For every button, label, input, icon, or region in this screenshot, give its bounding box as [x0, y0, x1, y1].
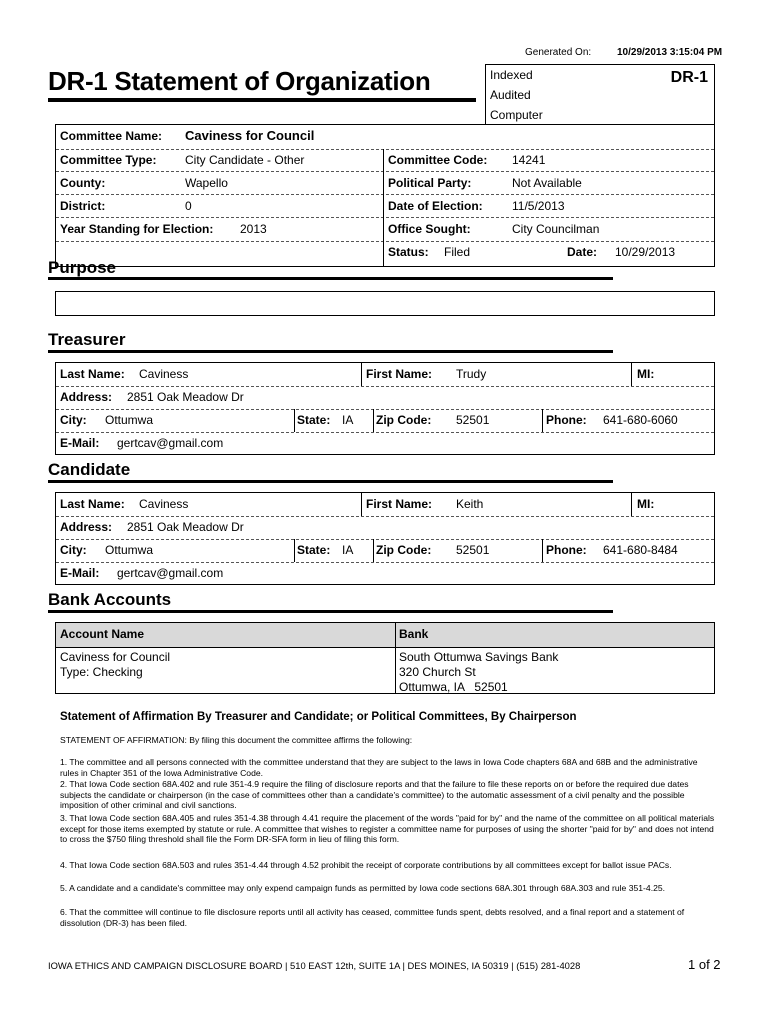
committee-name: Caviness for Council: [185, 128, 315, 143]
treasurer-email: gertcav@gmail.com: [117, 436, 224, 450]
candidate-state: IA: [342, 543, 354, 557]
candidate-city-label: City:: [60, 543, 87, 557]
bank-rule: [48, 610, 613, 613]
affirmation-item-3: 3. That Iowa Code section 68A.405 and rules 351-4.38 through 4.41 require the placement of the words "paid for by" and the name of the committee on all political materials except for those items exempted by statute or rule. A committee that wishes to register a committee name for purposes of using the shorter "paid for by" and does not intend to cross the $750 filing threshold shall file the Form DR-SFA form in lieu of filing this form.: [60, 813, 715, 844]
candidate-phone: 641-680-8484: [603, 543, 678, 557]
candidate-phone-label: Phone:: [546, 543, 587, 557]
election-date-label: Date of Election:: [388, 199, 483, 213]
treasurer-last-name-label: Last Name:: [60, 367, 125, 381]
date-label: Date:: [567, 245, 598, 259]
candidate-state-label: State:: [297, 543, 331, 557]
office-sought-label: Office Sought:: [388, 222, 471, 236]
bank-account-name: Caviness for Council: [60, 650, 171, 664]
generated-label: Generated On:: [525, 47, 592, 58]
candidate-heading: Candidate: [48, 460, 131, 479]
year-standing: 2013: [240, 222, 267, 236]
county: Wapello: [185, 176, 228, 190]
candidate-mi-label: MI:: [637, 497, 655, 511]
candidate-zip: 52501: [456, 543, 490, 557]
candidate-last-name: Caviness: [139, 497, 189, 511]
year-standing-label: Year Standing for Election:: [60, 222, 214, 236]
county-label: County:: [60, 176, 106, 190]
treasurer-city: Ottumwa: [105, 413, 154, 427]
treasurer-address-label: Address:: [60, 390, 113, 404]
candidate-first-name-label: First Name:: [366, 497, 433, 511]
purpose-heading: Purpose: [48, 258, 117, 277]
check-audited: Audited: [490, 88, 531, 102]
generated-value: 10/29/2013 3:15:04 PM: [617, 47, 723, 58]
bank-city: Ottumwa, IA 52501: [399, 680, 508, 694]
committee-code: 14241: [512, 153, 546, 167]
candidate-zip-label: Zip Code:: [376, 543, 432, 557]
treasurer-state: IA: [342, 413, 354, 427]
title-underline: [48, 98, 476, 102]
treasurer-city-label: City:: [60, 413, 87, 427]
treasurer-first-name-label: First Name:: [366, 367, 433, 381]
check-indexed: Indexed: [490, 68, 533, 82]
affirmation-item-2: 2. That Iowa Code section 68A.402 and rule 351-4.9 require the filing of disclosure reports and that the failure to file these reports on or before the required due dates subjects the candidate or chairperson (in the case of committees other than a candidate's committee) to the automatic assessment of a civil penalty and the possible imposition of other criminal and civil sanctions.: [60, 779, 689, 810]
election-date: 11/5/2013: [512, 199, 565, 213]
district: 0: [185, 199, 192, 213]
treasurer-rule: [48, 350, 613, 353]
purpose-rule: [48, 277, 613, 280]
bank-col-account: Account Name: [60, 627, 145, 641]
committee-name-label: Committee Name:: [60, 129, 163, 143]
affirmation-heading: Statement of Affirmation By Treasurer and Candidate; or Political Committees, By Chairperson: [60, 711, 577, 723]
affirmation-item-5: 5. A candidate and a candidate's committee may only expend campaign funds as permitted by Iowa code sections 68A.301 through 68A.303 and rule 351-4.25.: [60, 883, 666, 893]
candidate-email: gertcav@gmail.com: [117, 566, 224, 580]
page-title: DR-1 Statement of Organization: [48, 66, 431, 96]
treasurer-phone: 641-680-6060: [603, 413, 678, 427]
treasurer-zip-label: Zip Code:: [376, 413, 432, 427]
district-label: District:: [60, 199, 106, 213]
office-sought: City Councilman: [512, 222, 600, 236]
candidate-address: 2851 Oak Meadow Dr: [127, 520, 244, 534]
treasurer-last-name: Caviness: [139, 367, 189, 381]
bank-name: South Ottumwa Savings Bank: [399, 650, 559, 664]
candidate-address-label: Address:: [60, 520, 113, 534]
date-value: 10/29/2013: [615, 245, 676, 259]
affirmation-item-1: 1. The committee and all persons connected with the committee understand that they are subject to the laws in Iowa Code chapters 68A and 68B and the administrative rules in Chapter 351 of the Iowa Administrative Code.: [60, 757, 698, 778]
treasurer-email-label: E-Mail:: [60, 436, 100, 450]
bank-account-type: Type: Checking: [60, 665, 143, 679]
committee-type: City Candidate - Other: [185, 153, 305, 167]
treasurer-first-name: Trudy: [456, 367, 487, 381]
committee-code-label: Committee Code:: [388, 153, 488, 167]
candidate-city: Ottumwa: [105, 543, 154, 557]
status-value: Filed: [444, 245, 471, 259]
candidate-last-name-label: Last Name:: [60, 497, 125, 511]
treasurer-zip: 52501: [456, 413, 490, 427]
check-computer: Computer: [490, 108, 543, 122]
treasurer-state-label: State:: [297, 413, 331, 427]
treasurer-heading: Treasurer: [48, 330, 126, 349]
bank-col-bank: Bank: [399, 627, 429, 641]
footer-address: IOWA ETHICS AND CAMPAIGN DISCLOSURE BOARD | 510 EAST 12th, SUITE 1A | DES MOINES, IA 50319 | (515) 281-4028: [48, 960, 581, 971]
treasurer-address: 2851 Oak Meadow Dr: [127, 390, 244, 404]
political-party: Not Available: [512, 176, 582, 190]
purpose-box: [55, 291, 715, 316]
committee-type-label: Committee Type:: [60, 153, 157, 167]
treasurer-phone-label: Phone:: [546, 413, 587, 427]
treasurer-mi-label: MI:: [637, 367, 655, 381]
bank-heading: Bank Accounts: [48, 590, 172, 609]
status-label: Status:: [388, 245, 429, 259]
candidate-rule: [48, 480, 613, 483]
candidate-email-label: E-Mail:: [60, 566, 100, 580]
affirmation-item-4: 4. That Iowa Code section 68A.503 and rules 351-4.44 through 4.52 prohibit the receipt of corporate contributions by all committees except for ballot issue PACs.: [60, 860, 672, 870]
page-number: 1 of 2: [688, 957, 721, 972]
form-code: DR-1: [670, 69, 708, 86]
affirmation-intro: STATEMENT OF AFFIRMATION: By filing this document the committee affirms the following:: [60, 735, 413, 745]
political-party-label: Political Party:: [388, 176, 472, 190]
affirmation-item-6: 6. That the committee will continue to file disclosure reports until all activity has ceased, committee funds spent, debts resolved, and a final report and a statement of dissolution (DR-3) has been filed.: [60, 907, 685, 928]
bank-table-header: [56, 623, 714, 648]
candidate-first-name: Keith: [456, 497, 484, 511]
bank-street: 320 Church St: [399, 665, 476, 679]
